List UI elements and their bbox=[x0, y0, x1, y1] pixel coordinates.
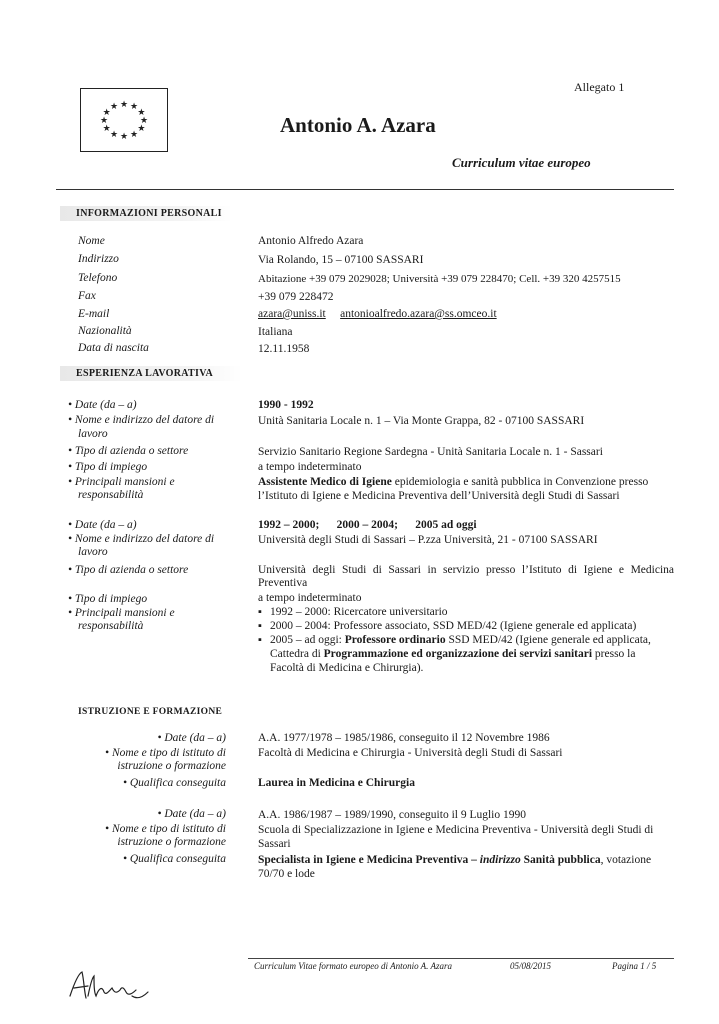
value-email bbox=[258, 307, 497, 321]
label-indirizzo: Indirizzo bbox=[78, 253, 119, 265]
label-employer: • Nome e indirizzo del datore di bbox=[68, 414, 215, 426]
job1-duties bbox=[258, 475, 648, 489]
value-telefono: Abitazione +39 079 2029028; Università +39 079 228470; Cell. +39 320 4257515 bbox=[258, 273, 621, 285]
label-sector: • Tipo di azienda o settore bbox=[68, 445, 189, 457]
footer-divider bbox=[248, 958, 674, 959]
job2-sector-line2: Preventiva bbox=[258, 577, 308, 589]
job1-sector: Servizio Sanitario Regione Sardegna - Unità Sanitaria Locale n. 1 - Sassari bbox=[258, 446, 603, 458]
label-duties-cont: responsabilità bbox=[78, 620, 144, 632]
footer-document-title: Curriculum Vitae formato europeo di Antonio A. Azara bbox=[254, 961, 452, 971]
eu-flag-logo bbox=[80, 88, 168, 152]
duty-text: Cattedra di bbox=[270, 648, 324, 660]
star-icon: ★ bbox=[102, 123, 111, 133]
email-link-omceo[interactable]: antonioalfredo.azara@ss.omceo.it bbox=[340, 308, 497, 320]
allegato-label: Allegato 1 bbox=[574, 80, 625, 94]
star-icon: ★ bbox=[110, 128, 119, 139]
star-icon: ★ bbox=[100, 115, 109, 125]
ed2-qual-title2: Sanità pubblica bbox=[520, 854, 601, 866]
duty-title: Programmazione ed organizzazione dei servizi sanitari bbox=[323, 648, 593, 660]
email-link-uniss[interactable]: azara@uniss.it bbox=[258, 308, 326, 320]
star-icon: ★ bbox=[130, 101, 139, 112]
section-heading-personal: INFORMAZIONI PERSONALI bbox=[60, 206, 232, 221]
label-sector: • Tipo di azienda o settore bbox=[68, 564, 189, 576]
star-icon: ★ bbox=[102, 107, 111, 117]
label-type: • Tipo di impiego bbox=[68, 461, 148, 473]
label-edu-qual: • Qualifica conseguita bbox=[122, 853, 226, 865]
job1-duties-line2: l’Istituto di Igiene e Medicina Preventiva dell’Università degli Studi di Sassari bbox=[258, 490, 620, 502]
value-nome: Antonio Alfredo Azara bbox=[258, 235, 364, 247]
job1-employer: Unità Sanitaria Locale n. 1 – Via Monte Grappa, 82 - 07100 SASSARI bbox=[258, 415, 585, 427]
list-item: ▪ 1992 – 2000: Ricercatore universitario bbox=[256, 605, 676, 619]
footer-date: 05/08/2015 bbox=[510, 961, 552, 971]
eu-stars-icon bbox=[81, 89, 167, 151]
job1-duties-rest: epidemiologia e sanità pubblica in Convenzione presso bbox=[391, 476, 649, 488]
header-divider bbox=[56, 189, 674, 190]
value-data-nascita: 12.11.1958 bbox=[258, 343, 310, 355]
ed2-dates: A.A. 1986/1987 – 1989/1990, conseguito il 9 Luglio 1990 bbox=[258, 809, 527, 821]
star-icon: ★ bbox=[140, 115, 149, 125]
ed2-qual-italic: indirizzo bbox=[479, 854, 521, 866]
label-date: • Date (da – a) bbox=[68, 399, 137, 411]
label-date: • Date (da – a) bbox=[68, 519, 137, 531]
duty-text: 2005 – ad oggi: bbox=[270, 634, 345, 646]
label-email: E-mail bbox=[78, 308, 110, 320]
label-edu-date: • Date (da – a) bbox=[157, 732, 226, 744]
label-duties: • Principali mansioni e bbox=[68, 607, 175, 619]
star-icon: ★ bbox=[137, 107, 146, 117]
star-icon: ★ bbox=[137, 123, 146, 133]
ed2-institution-line2: Sassari bbox=[258, 838, 291, 850]
label-duties: • Principali mansioni e bbox=[68, 476, 175, 488]
job2-duties-list bbox=[256, 605, 676, 675]
label-edu-inst-cont: istruzione o formazione bbox=[117, 836, 226, 848]
duty-text: Facoltà di Medicina e Chirurgia). bbox=[270, 662, 424, 674]
list-item: ▪ 2000 – 2004: Professore associato, SSD MED/42 (Igiene generale ed applicata) bbox=[256, 619, 676, 633]
job2-sector: Università degli Studi di Sassari in servizio presso l’Istituto di Igiene e Medicina bbox=[258, 564, 674, 576]
page-title: Antonio A. Azara bbox=[280, 113, 436, 137]
star-icon: ★ bbox=[120, 99, 129, 109]
ed2-qualification bbox=[258, 853, 651, 867]
label-data-nascita: Data di nascita bbox=[78, 342, 149, 354]
job2-dates-a: 1992 – 2000; bbox=[258, 519, 320, 531]
value-nazionalita: Italiana bbox=[258, 326, 293, 338]
label-nazionalita: Nazionalità bbox=[78, 325, 132, 337]
document-subtitle: Curriculum vitae europeo bbox=[452, 155, 591, 170]
label-edu-date: • Date (da – a) bbox=[157, 808, 226, 820]
job2-type: a tempo indeterminato bbox=[258, 592, 362, 604]
ed2-qual-rest: , votazione bbox=[600, 854, 652, 866]
duty-text: SSD MED/42 (Igiene generale ed applicata, bbox=[445, 634, 651, 646]
star-icon: ★ bbox=[120, 131, 129, 141]
job2-employer: Università degli Studi di Sassari – P.zza Università, 21 - 07100 SASSARI bbox=[258, 534, 598, 546]
list-item bbox=[256, 633, 676, 675]
job1-duties-title: Assistente Medico di Igiene bbox=[258, 476, 392, 488]
job2-dates-c: 2005 ad oggi bbox=[415, 519, 477, 531]
star-icon: ★ bbox=[130, 128, 139, 139]
value-indirizzo: Via Rolando, 15 – 07100 SASSARI bbox=[258, 254, 424, 266]
footer-page-number: Pagina 1 / 5 bbox=[612, 961, 657, 971]
ed2-institution: Scuola di Specializzazione in Igiene e Medicina Preventiva - Università degli Studi di bbox=[258, 824, 654, 836]
label-edu-qual: • Qualifica conseguita bbox=[122, 777, 226, 789]
section-heading-education: ISTRUZIONE E FORMAZIONE bbox=[78, 707, 223, 717]
label-duties-cont: responsabilità bbox=[78, 489, 144, 501]
label-employer-cont: lavoro bbox=[78, 428, 108, 440]
ed2-qualification-line2: 70/70 e lode bbox=[258, 868, 315, 880]
ed1-dates: A.A. 1977/1978 – 1985/1986, conseguito il 12 Novembre 1986 bbox=[258, 732, 550, 744]
job2-dates bbox=[258, 518, 477, 532]
job1-dates: 1990 - 1992 bbox=[258, 399, 314, 411]
value-fax: +39 079 228472 bbox=[258, 291, 334, 303]
label-fax: Fax bbox=[78, 290, 96, 302]
ed1-qualification: Laurea in Medicina e Chirurgia bbox=[258, 777, 415, 789]
ed2-qual-title: Specialista in Igiene e Medicina Preventiva – bbox=[258, 854, 480, 866]
handwritten-signature bbox=[66, 966, 156, 1006]
label-edu-inst-cont: istruzione o formazione bbox=[117, 760, 226, 772]
job2-dates-b: 2000 – 2004; bbox=[336, 519, 398, 531]
star-icon: ★ bbox=[110, 101, 119, 112]
label-edu-inst: • Nome e tipo di istituto di bbox=[105, 747, 226, 759]
label-employer: • Nome e indirizzo del datore di bbox=[68, 533, 215, 545]
label-type: • Tipo di impiego bbox=[68, 593, 148, 605]
label-employer-cont: lavoro bbox=[78, 546, 108, 558]
duty-text: presso la bbox=[592, 648, 636, 660]
job1-type: a tempo indeterminato bbox=[258, 461, 362, 473]
label-telefono: Telefono bbox=[78, 272, 118, 284]
duty-title: Professore ordinario bbox=[344, 634, 446, 646]
label-nome: Nome bbox=[78, 235, 105, 247]
section-heading-work: ESPERIENZA LAVORATIVA bbox=[60, 366, 242, 381]
ed1-institution: Facoltà di Medicina e Chirurgia - Università degli Studi di Sassari bbox=[258, 747, 563, 759]
label-edu-inst: • Nome e tipo di istituto di bbox=[105, 823, 226, 835]
